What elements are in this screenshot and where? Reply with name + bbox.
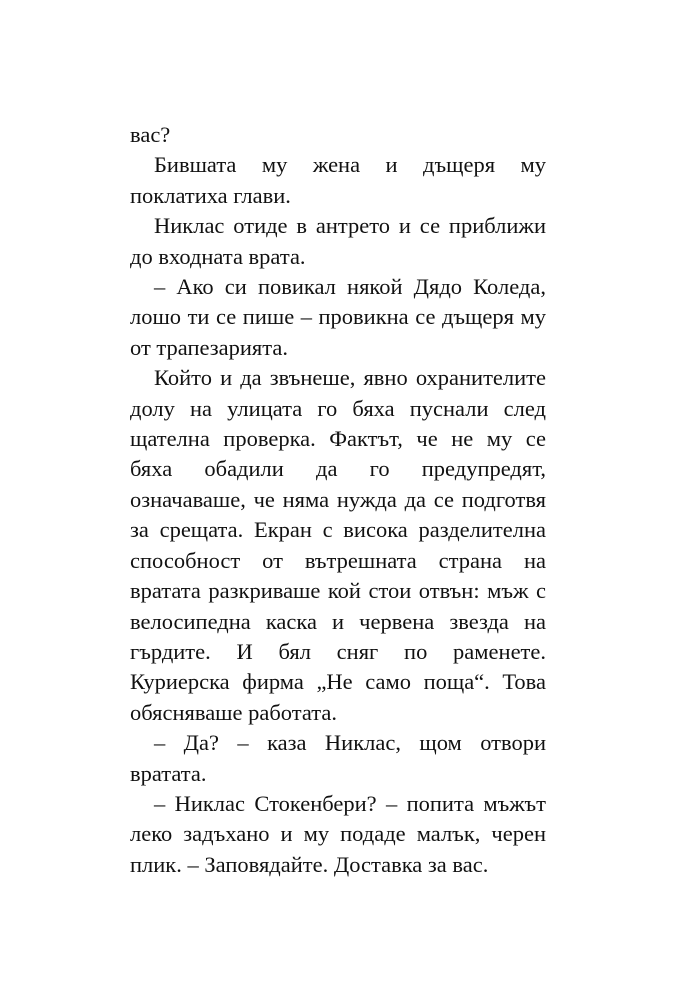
paragraph-5: Който и да звънеше, явно охранителите долу на улицата го бяха пуснали след щателна проверка. Фактът, че не му се бяха обадили да го предупредят, означаваше, че няма нужда да се подготвя за срещата. Екран с висока разделителна способност от вътрешната страна на вратата разкриваше кой стои отвън: мъж с велосипедна каска и червена звезда на гърдите. И бял сняг по раменете. Куриерска фирма „Не само поща“. Това обясняваше работата. [130, 365, 546, 725]
paragraph-6: – Да? – каза Никлас, щом отвори вратата. [130, 730, 546, 786]
body-text [130, 120, 546, 880]
paragraph-2: Бившата му жена и дъщеря му поклатиха глави. [130, 152, 546, 208]
paragraph-3: Никлас отиде в антрето и се приближи до входната врата. [130, 213, 546, 269]
paragraph-7: – Никлас Стокенбери? – попита мъжът леко задъхано и му подаде малък, черен плик. – Заповядайте. Доставка за вас. [130, 790, 546, 877]
paragraph-1: вас? [130, 122, 171, 147]
paragraph-4: – Ако си повикал някой Дядо Коледа, лошо ти се пише – провикна се дъщеря му от трапезарията. [130, 274, 546, 360]
